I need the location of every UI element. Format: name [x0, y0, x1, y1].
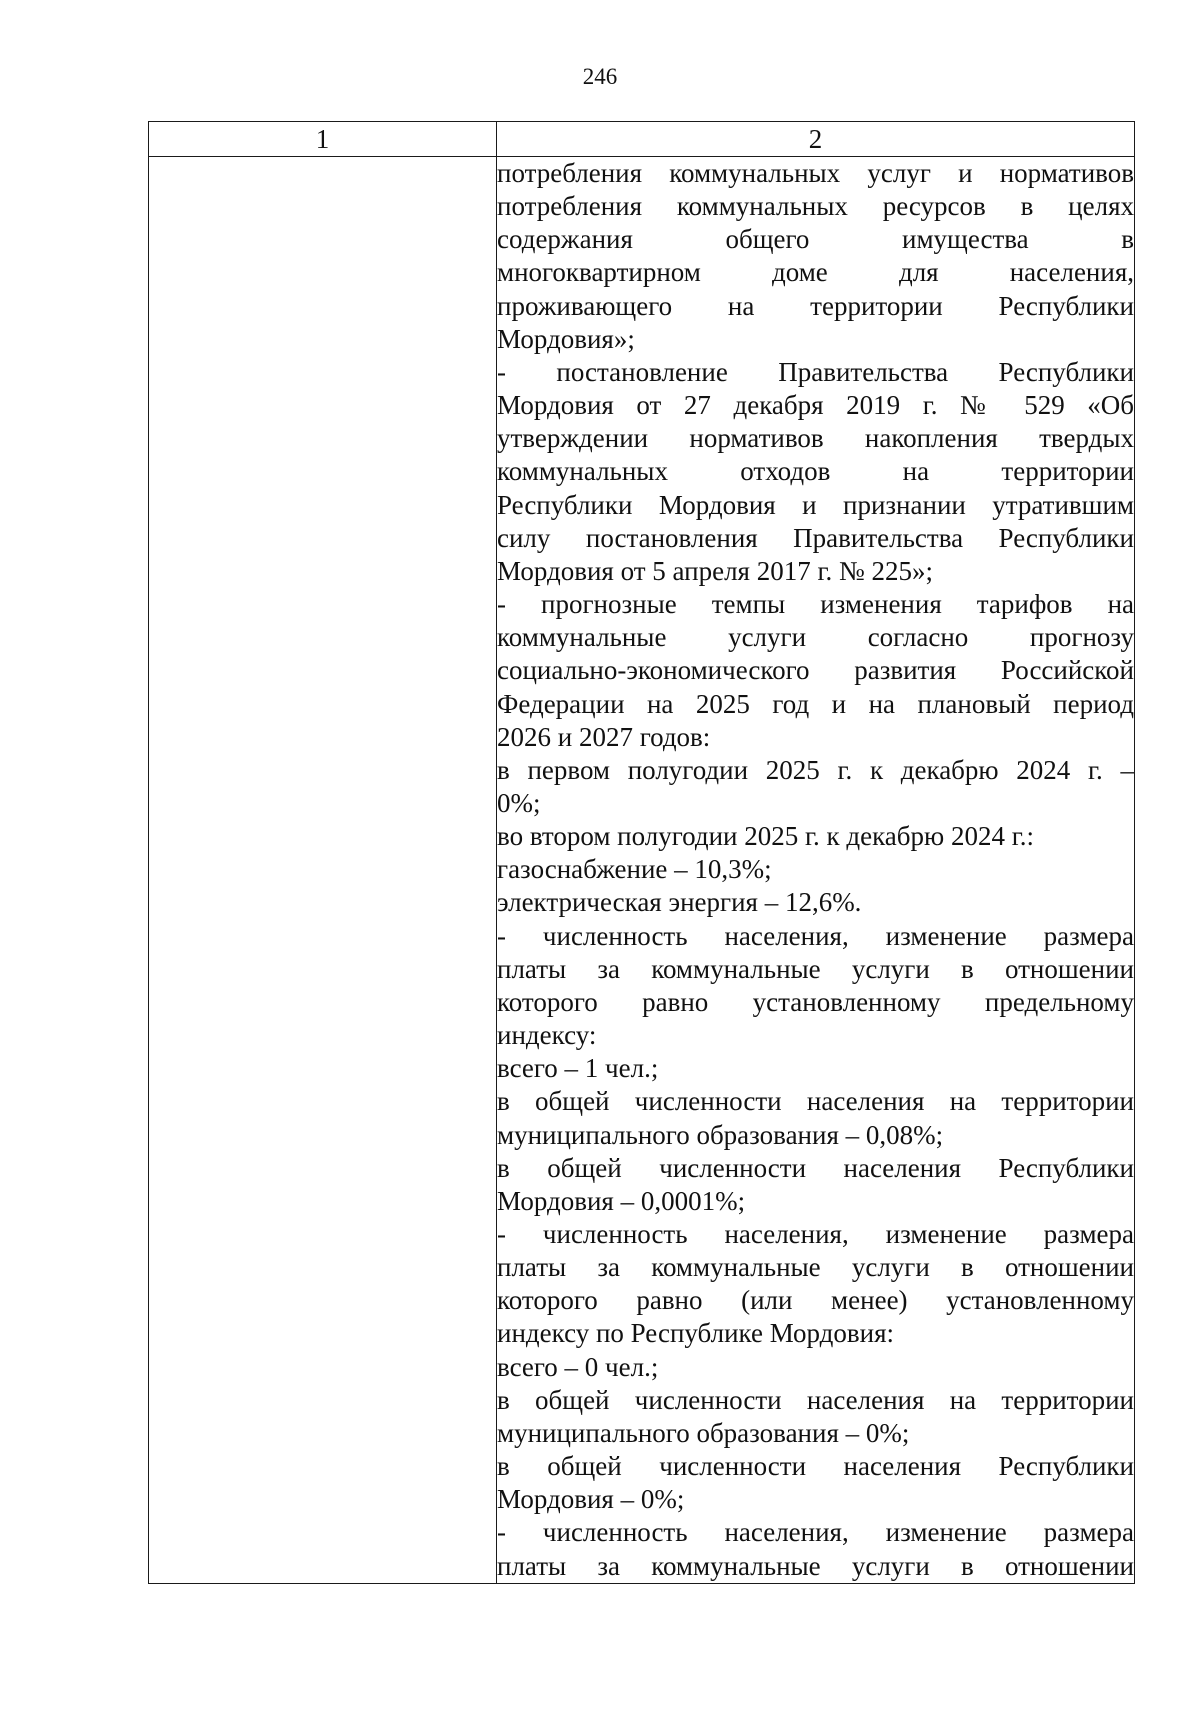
text-line: платы за коммунальные услуги в отношении: [497, 1252, 1134, 1283]
text-line: 2026 и 2027 годов:: [497, 721, 711, 752]
document-table: [148, 121, 1135, 1584]
text-line: - постановление Правительства Республики: [497, 356, 1134, 387]
text-line: многоквартирном доме для населения,: [497, 257, 1134, 288]
text-line: содержания общего имущества в: [497, 224, 1134, 255]
text-line: Мордовия от 27 декабря 2019 г. № 529 «Об: [497, 390, 1134, 421]
text-line: 0%;: [497, 787, 541, 818]
text-line: потребления коммунальных ресурсов в целях: [497, 191, 1134, 222]
text-line: социально-экономического развития Российской: [497, 655, 1134, 686]
text-line: - численность населения, изменение размера: [497, 1219, 1134, 1249]
page-number: 246: [582, 64, 618, 89]
text-line: проживающего на территории Республики: [497, 290, 1134, 321]
table-row: [149, 157, 1135, 1584]
text-line: Мордовия – 0,0001%;: [497, 1185, 746, 1216]
text-line: которого равно установленному предельному: [497, 986, 1134, 1017]
column-2-cell: [497, 157, 1135, 1584]
text-line: муниципального образования – 0,08%;: [497, 1119, 944, 1150]
text-line: Мордовия»;: [497, 323, 635, 354]
text-line: муниципального образования – 0%;: [497, 1417, 910, 1448]
text-line: в общей численности населения на территории: [497, 1086, 1134, 1117]
text-line: Мордовия от 5 апреля 2017 г. № 225»;: [497, 555, 934, 586]
text-line: всего – 1 чел.;: [497, 1053, 659, 1084]
text-line: потребления коммунальных услуг и нормативов: [497, 158, 1134, 188]
text-line: индексу:: [497, 1020, 597, 1051]
text-line: утверждении нормативов накопления твердых: [497, 423, 1134, 454]
text-line: - прогнозные темпы изменения тарифов на: [497, 589, 1134, 620]
text-line: которого равно (или менее) установленному: [497, 1285, 1134, 1316]
text-line: в общей численности населения Республики: [497, 1152, 1134, 1183]
text-line: - численность населения, изменение размера: [497, 1517, 1134, 1548]
text-line: Мордовия – 0%;: [497, 1484, 685, 1515]
text-line: Республики Мордовия и признании утратившим: [497, 489, 1134, 520]
column-header-1: 1: [149, 122, 497, 157]
text-line: во втором полугодии 2025 г. к декабрю 2024 г.:: [497, 821, 1034, 852]
text-line: коммунальные услуги согласно прогнозу: [497, 622, 1134, 653]
text-line: в общей численности населения Республики: [497, 1451, 1134, 1482]
table-header-row: [149, 122, 1135, 157]
text-line: всего – 0 чел.;: [497, 1351, 659, 1382]
text-line: коммунальных отходов на территории: [497, 456, 1134, 487]
text-line: платы за коммунальные услуги в отношении: [497, 953, 1134, 984]
text-line: - численность населения, изменение размера: [497, 920, 1134, 951]
column-header-2: 2: [497, 122, 1135, 157]
cell-text-block: [497, 157, 1134, 1583]
text-line: индексу по Республике Мордовия:: [497, 1318, 895, 1349]
text-line: в общей численности населения на территории: [497, 1384, 1134, 1415]
text-line: силу постановления Правительства Республики: [497, 522, 1134, 553]
text-line: в первом полугодии 2025 г. к декабрю 2024 г. –: [497, 754, 1134, 785]
text-line: Федерации на 2025 год и на плановый период: [497, 688, 1134, 719]
column-1-cell: [149, 157, 497, 1584]
text-line: электрическая энергия – 12,6%.: [497, 887, 862, 918]
text-line: газоснабжение – 10,3%;: [497, 854, 772, 885]
text-line: платы за коммунальные услуги в отношении: [497, 1550, 1134, 1581]
